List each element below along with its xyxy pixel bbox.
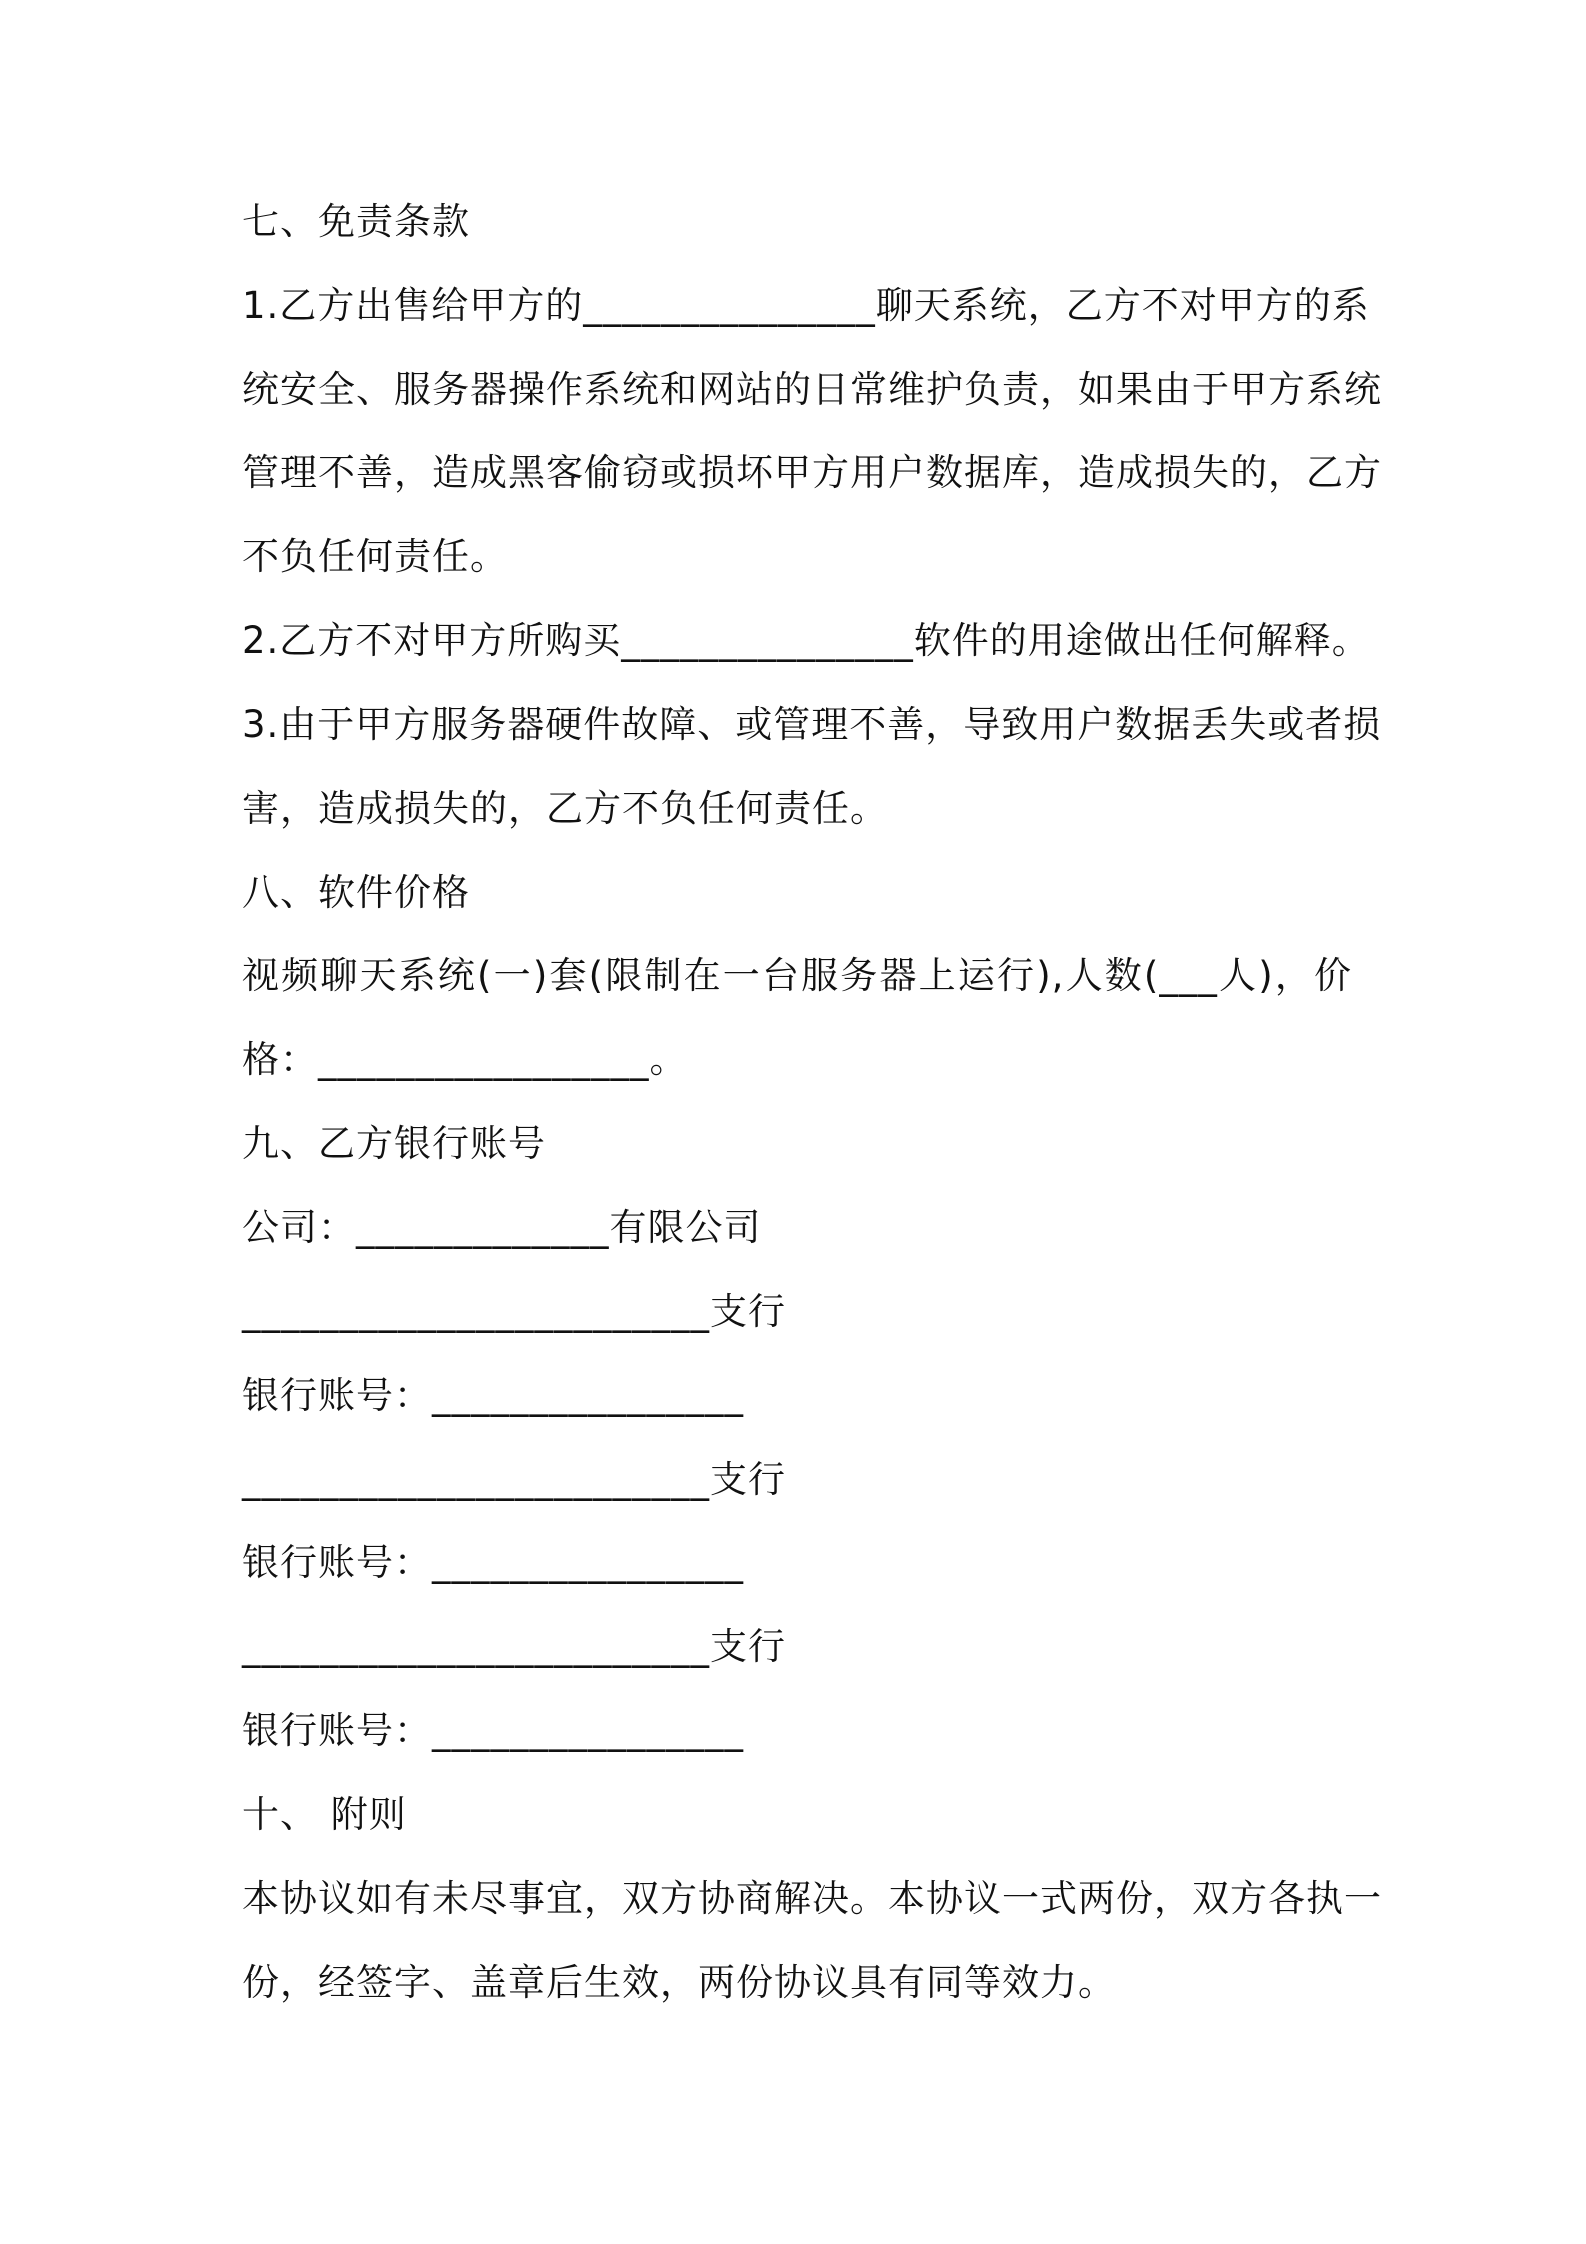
bank-branch-field-3: ________________________支行 — [242, 1625, 786, 1668]
appendix-line-1: 本协议如有未尽事宜，双方协商解决。本协议一式两份，双方各执一 — [242, 1877, 1382, 1920]
clause-3-line-1: 3.由于甲方服务器硬件故障、或管理不善，导致用户数据丢失或者损 — [242, 703, 1382, 746]
section-heading-price: 八、软件价格 — [242, 871, 470, 914]
clause-2: 2.乙方不对甲方所购买_______________软件的用途做出任何解释。 — [242, 619, 1370, 662]
clause-1-line-1: 1.乙方出售给甲方的_______________聊天系统，乙方不对甲方的系 — [242, 284, 1370, 327]
section-heading-appendix: 十、 附则 — [242, 1793, 407, 1836]
clause-3-line-2: 害，造成损失的，乙方不负任何责任。 — [242, 787, 888, 830]
section-heading-disclaimer: 七、免责条款 — [242, 200, 470, 243]
clause-1-line-2: 统安全、服务器操作系统和网站的日常维护负责，如果由于甲方系统 — [242, 368, 1382, 411]
bank-account-field-2: 银行账号：________________ — [242, 1541, 744, 1584]
clause-1-line-4: 不负任何责任。 — [242, 535, 508, 578]
clause-1-line-3: 管理不善，造成黑客偷窃或损坏甲方用户数据库，造成损失的，乙方 — [242, 451, 1382, 494]
bank-account-field-3: 银行账号：________________ — [242, 1709, 744, 1752]
bank-account-field-1: 银行账号：________________ — [242, 1374, 744, 1417]
bank-branch-field-2: ________________________支行 — [242, 1458, 786, 1501]
section-heading-bank: 九、乙方银行账号 — [242, 1122, 546, 1165]
price-line-1: 视频聊天系统(一)套(限制在一台服务器上运行),人数(___人)，价 — [242, 954, 1352, 997]
company-field: 公司：_____________有限公司 — [242, 1206, 762, 1249]
bank-branch-field-1: ________________________支行 — [242, 1290, 786, 1333]
appendix-line-2: 份，经签字、盖章后生效，两份协议具有同等效力。 — [242, 1961, 1116, 2004]
price-line-2: 格：_________________。 — [242, 1038, 688, 1081]
